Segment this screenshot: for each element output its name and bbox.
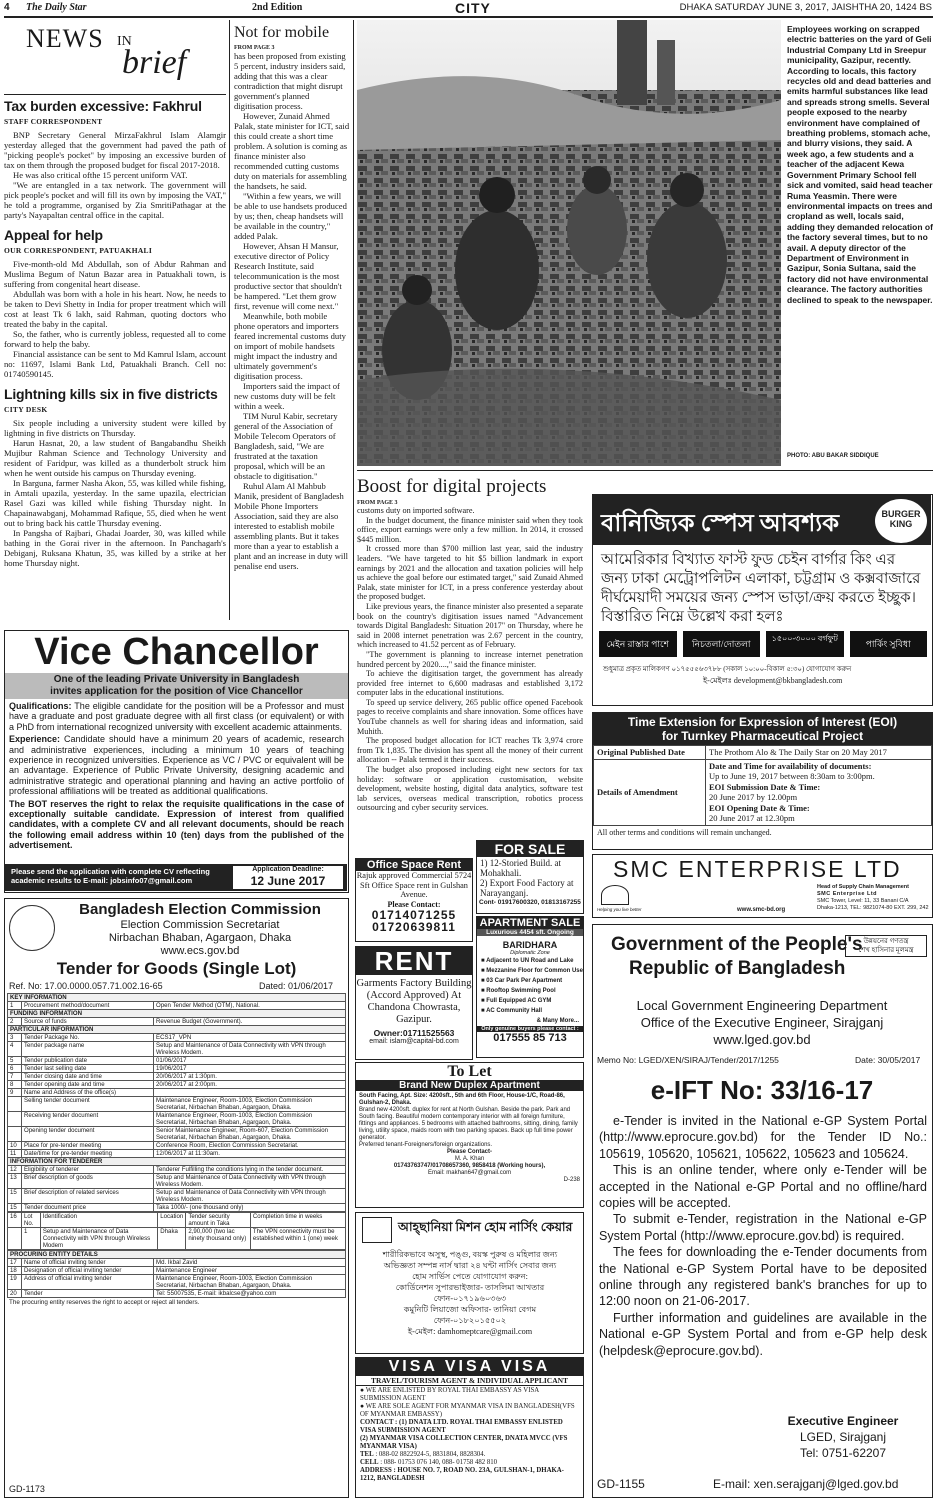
election-commission-tender: Bangladesh Election Commission Election Commission Secretariat Nirbachan Bhaban, Agargaon, Dhaka www.ecs.gov.bd Tender for Goods (Single Lot) Ref. No: 17.00.0000.057.71.002.16-65 Dated: 01/06/2017 KEY INFORMATION 1 Procurement method/document Open Tender Method (OTM), National. FUNDING INFORMATION 2 Source of funds Revenue Budget (Government). PARTICULAR INFORMATION 3 Tender Package No. ECS17_VPN 4 Tender package name Setup and Maintenance of Data Connectivity with VPN through Wireless Modem. 5 Tender publication date 01/06/2017 6 Tender last selling date 19/06/2017 7 Tender closing date and time 20/06/2017 at 1:30pm. 8 Tender opening date and time 20/06/2017 at 2:00pm. 9 Name and Address of the office(s) Selling tender document Maintenance Engineer, Room-1003, Election Commission Secretariat, Nirbachan Bhaban, Agargaon, Dhaka. Receiving tender document Maintenance Engineer, Room-1003, Election Commission Secretariat, Nirbachan Bhaban, Agargaon, Dhaka. Opening tender document Senior Maintenance Engineer, Room-607, Election Commission Secretariat, Nirbachan Bhaban, Agargaon, Dhaka. 10 Place for pre-tender meeting Conference Room, Election Commission Secretariat. 11 Date/time for pre-tender meeting 12/06/2017 at 11:30am. INFORMATION FOR TENDERER 12 Eligibility of tenderer Tenderer Fulfilling the conditions lying in the tender document. 13 Brief description of goods Setup and Maintenance of Data Connectivity with VPN through Wireless Modem. 15 Brief description of related services Setup and Maintenance of Data Connectivity with VPN through Wireless Modem. 15 Tender document price Taka 1000/- (one thousand only) 16 Lot No. Identification Location Tender security amount in Taka Completion time in weeks 1 Setup and Maintenance of Data Connectivity with VPN through Wireless Modem Dhaka 2,90,000 (two lac ninety thousand only) The VPN connectivity must be established within 1 (one) week PROCURING ENTITY DETAILS 17 Name of official inviting tender Md. Ikbal Zavid 18 Designation of official inviting tender Maintenance Engineer 19 Address of official inviting tender Maintenance Engineer, Room-1003, Election Commission Secretariat, Nirbachan Bhaban, Agargaon, Dhaka. 20 Tender Tel: 55007535, E-mail: ikbalcse@yahoo.com The procuring entity reserves the right to accept or reject all tenders. GD-1173: [4, 898, 349, 1498]
tender-title: Tender for Goods (Single Lot): [56, 959, 297, 978]
nursing-care-ad: আহ্ছানিয়া মিশন হোম নার্সিং কেয়ার শারীরিকভাবে অসুস্থ, পঙ্গু, বয়স্ক পুরুষ ও মহিলার জন্য অভিজ্ঞতা সম্পন্ন নার্স দ্বারা ২৪ ঘন্টা নার্সিং সেবার জন্য হোম সার্ভিস পেতে যোগাযোগ করুন: কোর্ডিনেশন সুপারভাইজার- তাসলিমা আখতার ফোন-০১৭১৯৬০৩৬৩ কমুনিটি লিয়াজো অফিসার- তানিয়া বেগম ফোন-০১৮২০১৫৫০২ ই-মেইল: damhomeptcare@gmail.com: [355, 1212, 584, 1354]
signatory: Executive Engineer LGED, Sirajganj Tel: 0751-62207: [787, 1414, 899, 1460]
table-row: 1 Procurement method/document Open Tender Method (OTM), National.: [8, 1002, 346, 1010]
govt-title: Government of the People's Republic of Bangladesh: [611, 934, 863, 979]
news-in-brief-column: [4, 22, 226, 622]
ad-contact: শুধুমাত্র প্রকৃত মালিকগণ ০১৭৫৫৫৬৩৭৮৮ (সকাল ১০:০০-বিকাল ৫:৩০) যোগাযোগ করুন: [603, 665, 852, 673]
byline: OUR CORRESPONDENT, PATUAKHALI: [4, 246, 153, 255]
ad-headline: বানিজ্যিক স্পেস আবশ্যক: [601, 511, 840, 537]
story-body: BNP Secretary General MirzaFakhrul Islam Alamgir yesterday alleged that the government had paved the path of "picking people's pocket" by imposing an excessive burden of tax on them through the proposed budget for fiscal 2017-2018. He was also critical ofthe 15 percent uniform VAT. "We are entangled in a tax network. The government will pick people's pocket and will fill its own by imposing the VAT," he told a programme, organised by Zia SmritiPathagar at the party's Nayapaltan central office in the capital.: [4, 130, 226, 220]
gd-code: GD-1155: [597, 1477, 645, 1491]
table-row: 5 Tender publication date 01/06/2017: [8, 1057, 346, 1065]
table-row: 16 Lot No. Identification Location Tender security amount in Taka Completion time in weeks: [8, 1213, 346, 1228]
ad-body: আমেরিকার বিখ্যাত ফাস্ট ফুড চেইন বার্গার কিং এর জন্য ঢাকা মেট্রোপলিটন এলাকা, চট্টগ্রাম ও কক্সবাজারে দীর্ঘমেয়াদী সময়ের জন্য স্পেস ভাড়া/ক্রয় করতে ইচ্ছুক। বিস্তারিত নিম্নে উল্লেখ করা হলঃ: [601, 552, 921, 625]
table-row: 4 Tender package name Setup and Maintenance of Data Connectivity with VPN through Wireless Modem.: [8, 1042, 346, 1057]
table-row: 3 Tender Package No. ECS17_VPN: [8, 1034, 346, 1042]
table-row: KEY INFORMATION: [8, 994, 346, 1002]
vc-subtitle: One of the leading Private University in Bangladesh invites application for the position of Vice Chancellor: [5, 673, 348, 699]
story-headline: Not for mobile: [234, 24, 330, 41]
photo-caption: Employees working on scrapped electric batteries on the yard of Geli Industrial Company Ltd in Sreepur municipality, Gazipur, recently. According to locals, this factory recycles old and dead batteries and emits harmful substances like lead and spreads strong smells. Several people exposed to the nearby environment have complained of breathing problems, stomach ache, and blurry visions, they said. A week ago, a few students and a teacher of the adjacent Kewa Government Primary School fell sick and vomited, said head teacher Ruma Yeasmin. There were environmental impacts on trees and cropland as well, locals said, adding they demanded relocation of the factory several times, but to no avail. A deputy director of the Department of Environment in Gazipur, Sonia Sultana, said the factory did not have environmental clearance. The factory authorities declined to speak to the newspaper.: [787, 24, 933, 305]
from-page: FROM PAGE 3: [234, 45, 275, 51]
story-headline: Tax burden excessive: Fakhrul: [4, 98, 202, 114]
vc-body: Qualifications: The eligible candidate for the position will be a Professor and must have a graduate and post graduate degree with all first class (or equivalent) or with a PhD from international recognized university with excellent academic attainments. Experience: Candidate should have a minimum 20 years of academic, research and administrative experiences, including a minimum 10 years of teaching experience in recognized universities. Experience as VC / PVC or equivalent will be an advantage. Experience of Public Private University, designing academic and administrative strategic and operational planning and having an active portfolio of professional affiliations will be treated as additional qualifications. The BOT reserves the right to relax the requisite qualifications in the case of exceptionally suitable candidate. Expression of interest from qualified candidates, with a complete CV and all relevant documents, should be reach the following email address within 10 (ten) days from the published of the advertisement.: [9, 701, 344, 851]
office-space-ad: Office Space Rent Rajuk approved Commercial 5724 Sft Office Space rent in Gulshan Avenue. Please Contact: 01714071255 01720639811: [355, 858, 473, 942]
table-row: 7 Tender closing date and time 20/06/2017 at 1:30pm.: [8, 1073, 346, 1081]
table-row: 15 Brief description of related services Setup and Maintenance of Data Connectivity with VPN through Wireless Modem.: [8, 1189, 346, 1204]
govt-slogan: উন্নয়নের গণতন্ত্র শেখ হাসিনার মূলমন্ত্র: [845, 935, 927, 957]
table-row: 17 Name of official inviting tender Md. Ikbal Zavid: [8, 1259, 346, 1267]
table-row: FUNDING INFORMATION: [8, 1010, 346, 1018]
story-body: customs duty on imported software. In the budget document, the finance minister said when they took office, export earnings were only a few million. In 2014, it crossed $445 million. It crossed more than $700 million last year, said the industry leaders. "We have targeted to hit $5 billion landmark in export earnings by 2021 and the allocation and taxation policies will help us achieve the goal before our estimated target," said Zunaid Ahmed Palak, state minister for ICT, in a press conference yesterday about the proposed budget. Like previous years, the finance minister also presented a separate book on the country's digitisation issues named "Advancement towards Digital Bangladesh: Situation 2017" on Thursday, where he said in 2008 internet penetration was 2.67 percent in the country, which increased to 41.52 percent as of February. "The government is planning to increase internet penetration hundred percent by 2020....," said the finance minister. To achieve the digitisation target, the government has already provided free internet to 6,600 madrasas and established 3,172 computer labs in the educational institutions. To speed up service delivery, 265 public office opened Facebook pages to receive complaints and share innovation. Some offices have YouTube channels as well for sharing ideas and information, said Muhith. The proposed budget allocation for ICT reaches Tk 3,974 crore from Tk 1,835. The division has spent all the money of their current allocation -- Palak termed it their success. The budget also proposed including eight new sectors for tax holiday: software or application customisation, website development, website hosting, digital data analytics, software test lab services, overseas medical transcription, robotics process outsourcing and cyber security services.: [357, 506, 583, 813]
vc-apply-info: Please send the application with complete CV reflecting academic results to E-mail: jobsinfo07@gmail.com: [11, 867, 210, 885]
table-row: 10 Place for pre-tender meeting Conference Room, Election Commission Secretariat.: [8, 1142, 346, 1150]
govt-body: e-Tender is invited in the National e-GP System Portal (http://www.eprocure.gov.bd) for the Tender ID No.: 105619, 105620, 105621, 105622, 105623 and 105624. This is an online tender, where only e-Tender will be accepted in the National e-GP Portal and no offline/hard copies will be accepted. To submit e-Tender, registration in the National e-GP System Portal (http://www.eprocure.gov.bd) is required. The fees for downloading the e-Tender documents from the National e-GP System Portal have to be deposited online through any registered bank's branches for up to 12:00 noon on 21-06-2017. Further information and guidelines are available in the National e-GP System Portal and from e-GP help desk (helpdesk@eprocure.gov.bd).: [599, 1114, 927, 1358]
section-name: CITY: [455, 0, 491, 16]
byline: CITY DESK: [4, 405, 48, 414]
news-in-brief-logo: NEWS IN brief: [26, 24, 187, 81]
smc-name: SMC ENTERPRISE LTD: [613, 856, 902, 882]
smc-logo: [601, 885, 629, 905]
nursing-logo-icon: [362, 1217, 392, 1243]
page-number: 4: [4, 2, 10, 13]
not-for-mobile-column: [234, 24, 350, 622]
ad-feature-chips: মেইন রাস্তার পাশে নিচতলা/দোতলা ১৫০০-৩০০০ বর্গফুট পার্কিং সুবিধা: [599, 631, 927, 657]
battery-yard-photo: [357, 20, 781, 466]
story-headline: Appeal for help: [4, 227, 103, 243]
byline: STAFF CORRESPONDENT: [4, 117, 103, 126]
boost-story: [357, 476, 583, 826]
table-row: 1 Setup and Maintenance of Data Connectivity with VPN through Wireless Modem Dhaka 2,90,000 (two lac ninety thousand only) The VPN connectivity must be established within 1 (one) week: [8, 1228, 346, 1250]
table-row: Receiving tender document Maintenance Engineer, Room-1003, Election Commission Secretariat, Nirbachan Bhaban, Agargaon, Dhaka.: [8, 1112, 346, 1127]
burger-king-logo: BURGER KING: [875, 499, 927, 543]
apartment-features: ■ Adjacent to UN Road and Lake ■ Mezzanine Floor for Common Use ■ 03 Car Park Per Apartment ■ Rooftop Swimming Pool ■ Full Equipped AC GYM ■ AC Community Hall & Many More...: [481, 958, 583, 1024]
table-row: 13 Brief description of goods Setup and Maintenance of Data Connectivity with VPN through Wireless Modem.: [8, 1174, 346, 1189]
date-line: DHAKA SATURDAY JUNE 3, 2017, JAISHTHA 20, 1424 BS: [679, 2, 932, 13]
masthead-rule: [4, 16, 933, 18]
for-sale-ad: FOR SALE 1) 12-Storied Build. at Mohakhali. 2) Export Food Factory at Narayanganj. Cont- 01917600320, 01813167255: [476, 840, 584, 914]
table-row: 20 Tender Tel: 55007535, E-mail: ikbalcse@yahoo.com: [8, 1290, 346, 1298]
smc-ad: SMC ENTERPRISE LTD Helping you live better Head of Supply Chain Management SMC Enterprise Ltd SMC Tower, Level: 11, 33 Banani C/A Dhaka-1213, TEL: 9821074-80 EXT. 299, 242 www.smc-bd.org: [592, 854, 933, 918]
table-row: 9 Name and Address of the office(s): [8, 1089, 346, 1097]
story-body: Five-month-old Md Abdullah, son of Abdur Rahman and Muslima Begum of Natun Bazar area in Patuakhali town, is suffering from congenital heart disease. Abdullah was born with a hole in his heart. Now, he needs to be taken to Devi Shetty in India for proper treatment which will cost at least Tk 6 lakh, said Rahman, quoting doctors who treated the baby in the capital. So, the father, who is currently jobless, requested all to come forward to help the baby. Financial assistance can be sent to Md Kamrul Islam, account no: 11697, Islami Bank Ltd, Patuakhali Branch. Cell no: 01740590145.: [4, 259, 226, 379]
masthead: [4, 2, 934, 16]
eoi-title: Time Extension for Expression of Interest (EOI) for Turnkey Pharmaceutical Project: [593, 713, 932, 745]
visa-ad: VISA VISA VISA TRAVEL/TOURISM AGENT & INDIVIDUAL APPLICANT ● WE ARE ENLISTED BY ROYAL THAI EMBASSY AS VISA SUBMISSION AGENT ● WE ARE SOLE AGENT FOR MYANMAR VISA IN BANGLADESH(VFS OF MYANMAR EMBASSY) CONTACT : (1) DNATA LTD. ROYAL THAI EMBASSY ENLISTED VISA SUBMISSION AGENT (2) MYANMAR VISA COLLECTION CENTER, DNATA MVCC (VFS MYANMAR VISA) TEL : 088-02 8822924-5, 8831804, 8828304. CELL : 088- 01753 076 140, 088- 01758 482 810 ADDRESS : HOUSE NO. 7, ROAD NO. 23A, GULSHAN-1, DHAKA-1212, BANGLADESH: [355, 1357, 584, 1498]
vice-chancellor-ad: Vice Chancellor One of the leading Private University in Bangladesh invites application for the position of Vice Chancellor Qualifications: The eligible candidate for the position will be a Professor and must have a graduate and post graduate degree with all first class (or equivalent) or with a PhD from international recognized university with excellent academic attainments. Experience: Candidate should have a minimum 20 years of academic, research and administrative experiences, including a minimum 10 years of teaching experience in recognized universities. Experience as VC / PVC or equivalent will be an advantage. Experience of Public Private University, designing academic and administrative strategic and operational planning and having an active portfolio of professional affiliations will be treated as additional qualifications. The BOT reserves the right to relax the requisite qualifications in the case of exceptionally suitable candidate. Expression of interest from qualified candidates, with a complete CV and all relevant documents, should be reach the following email address within 10 (ten) days from the published of the advertisement. Please send the application with complete CV reflecting academic results to E-mail: jobsinfo07@gmail.com Application Deadline: 12 June 2017: [4, 630, 349, 893]
table-row: 2 Source of funds Revenue Budget (Government).: [8, 1018, 346, 1026]
lged-tender-notice: Government of the People's Republic of Bangladesh উন্নয়নের গণতন্ত্র শেখ হাসিনার মূলমন্ত্র Local Government Engineering Department Office of the Executive Engineer, Sirajganj www.lged.gov.bd Memo No: LGED/XEN/SIRAJ/Tender/2017/1255 Date: 30/05/2017 e-IFT No: 33/16-17 e-Tender is invited in the National e-GP System Portal (http://www.eprocure.gov.bd) for the Tender ID No.: 105619, 105620, 105621, 105622, 105623 and 105624. This is an online tender, where only e-Tender will be accepted in the National e-GP Portal and no offline/hard copies will be accepted. To submit e-Tender, registration in the National e-GP System Portal (http://www.eprocure.gov.bd) is required. The fees for downloading the e-Tender documents from the National e-GP System Portal have to be deposited online through any registered bank's branches for up to 12:00 noon on 21-06-2017. Further information and guidelines are available in the National e-GP System Portal and from e-GP help desk (helpdesk@eprocure.gov.bd). Executive Engineer LGED, Sirajganj Tel: 0751-62207 GD-1155 E-mail: xen.serajganj@lged.gov.bd: [592, 924, 933, 1498]
burger-king-ad: [592, 494, 933, 706]
table-row: 6 Tender last selling date 19/06/2017: [8, 1065, 346, 1073]
vc-title: Vice Chancellor: [34, 631, 319, 673]
vc-deadline: 12 June 2017: [250, 874, 326, 888]
story-body: Six people including a university student were killed by lightning in five districts on Thursday. Harun Hasnat, 20, a law student of Bangabandhu Sheikh Mujibur Rahman Science and Technology University and resident of Faridpur, was killed as a thunderbolt struck him when he went outside his campus on Thursday evening. In Barguna, farmer Nasha Akon, 55, was killed while fishing, in Amtali upazila, yesterday. In the same upazila, electrician Rasel Gazi was killed while fishing Thursday night. In Chapainawabganj, Mohammad Rafique, 55, died when he went out to bring back his cattle Thursday evening. In Pangsha of Rajbari, Ghadai Joarder, 30, was killed while bathing in the Gorai river in the afternoon. In Panchagarh's Debiganj, Ruksana Khatun, 35, was killed by a strike at her home Thursday night.: [4, 418, 226, 568]
to-let-ad: To Let Brand New Duplex Apartment South Facing, Apt. Size: 4200sft., 5th and 6th Floor, House-1/C, Road-86, Gulshan-2, Dhaka. Brand new 4200sft. duplex for rent at North Gulshan. Beside the park. Park and South facing. Beautiful modern contemporary interior with all foreign furniture, fittings and appliances. 5 bedrooms with attached bathrooms, sitting, dining, family living, utility space, maids room with two parking spaces. Back up full time power generator. Preferred tenant-Foreigners/foreign organizations. Please Contact- M. A. Khan 01743763747/01708657360, 9858418 (Working hours), Email: makhan647@gmail.com D-238: [355, 1062, 584, 1208]
table-row: 8 Tender opening date and time 20/06/2017 at 2:00pm.: [8, 1081, 346, 1089]
story-body: has been proposed from existing 5 percent, industry insiders said, adding that this was a clear contradiction that might disrupt government's planned digitisation process. However, Zunaid Ahmed Palak, state minister for ICT, said this could create a short time problem. A solution is coming as finance minister also recommended cutting customs duty on materials for assembling the handsets, he said. "Within a few years, we will be able to use handsets produced by us; then, cheap handsets will be available in the country," added Palak. However, Ahsan H Mansur, executive director of Policy Research Institute, said telecommunication is the most productive sector that shouldn't be hampered. "Let them grow first, revenue will come next." Meanwhile, both mobile phone operators and importers feared incremental customs duty on import of mobile handsets might impact the industry and ultimately government's digitisation process. Importers said the impact of new customs duty will be felt within a week. TIM Nurul Kabir, secretary general of the Association of Mobile Telecom Operators of Bangladesh, said, "We are frustrated at the taxation proposal, which will be an obstacle to digitisation." Ruhul Alam Al Mahbub Manik, president of Bangladesh Mobile Phone Importers Association, said they are also interested to establish mobile assembling plants. But it takes more than a year to establish a plant and an increase in duty will penalise end users.: [234, 51, 350, 571]
rent-ad: RENT Garments Factory Building (Accord Approved) At Chandona Chowrasta, Gazipur. Owner:01711525563 email: islam@capital-bd.com: [355, 946, 473, 1060]
table-row: PROCURING ENTITY DETAILS: [8, 1251, 346, 1259]
from-page: FROM PAGE 3: [357, 500, 398, 506]
story-headline: Boost for digital projects: [357, 476, 547, 497]
table-row: INFORMATION FOR TENDERER: [8, 1158, 346, 1166]
eift-number: e-IFT No: 33/16-17: [650, 1075, 874, 1105]
table-row: Opening tender document Senior Maintenance Engineer, Room-607, Election Commission Secretariat, Nirbachan Bhaban, Agargaon, Dhaka.: [8, 1127, 346, 1142]
table-row: 18 Designation of official inviting tender Maintenance Engineer: [8, 1267, 346, 1275]
table-row: 12 Eligibility of tenderer Tenderer Fulfilling the conditions lying in the tender document.: [8, 1166, 346, 1174]
news-photo: [357, 20, 781, 466]
edition: 2nd Edition: [252, 2, 303, 13]
story-headline: Lightning kills six in five districts: [4, 386, 218, 402]
eoi-notice: Time Extension for Expression of Interest (EOI) for Turnkey Pharmaceutical Project Original Published Date The Prothom Alo & The Daily Star on 20 May 2017 Details of Amendment Date and Time for availability of documents: Up to June 19, 2017 between 8:30am to 3:00pm. EOI Submission Date & Time: 20 June 2017 by 12.00pm EOI Opening Date & Time: 20 June 2017 at 12.30pm All other terms and conditions will remain unchanged.: [592, 712, 933, 850]
table-row: Selling tender document Maintenance Engineer, Room-1003, Election Commission Secretariat, Nirbachan Bhaban, Agargaon, Dhaka.: [8, 1097, 346, 1112]
photo-credit: PHOTO: ABU BAKAR SIDDIQUE: [787, 453, 879, 459]
tender-table: KEY INFORMATION 1 Procurement method/document Open Tender Method (OTM), National. FUNDING INFORMATION 2 Source of funds Revenue Budget (Government). PARTICULAR INFORMATION 3 Tender Package No. ECS17_VPN 4 Tender package name Setup and Maintenance of Data Connectivity with VPN through Wireless Modem. 5 Tender publication date 01/06/2017 6 Tender last selling date 19/06/2017 7 Tender closing date and time 20/06/2017 at 1:30pm. 8 Tender opening date and time 20/06/2017 at 2:00pm. 9 Name and Address of the office(s) Selling tender document Maintenance Engineer, Room-1003, Election Commission Secretariat, Nirbachan Bhaban, Agargaon, Dhaka. Receiving tender document Maintenance Engineer, Room-1003, Election Commission Secretariat, Nirbachan Bhaban, Agargaon, Dhaka. Opening tender document Senior Maintenance Engineer, Room-607, Election Commission Secretariat, Nirbachan Bhaban, Agargaon, Dhaka. 10 Place for pre-tender meeting Conference Room, Election Commission Secretariat. 11 Date/time for pre-tender meeting 12/06/2017 at 11:30am. INFORMATION FOR TENDERER 12 Eligibility of tenderer Tenderer Fulfilling the conditions lying in the tender document. 13 Brief description of goods Setup and Maintenance of Data Connectivity with VPN through Wireless Modem. 15 Brief description of related services Setup and Maintenance of Data Connectivity with VPN through Wireless Modem. 15 Tender document price Taka 1000/- (one thousand only) 16 Lot No. Identification Location Tender security amount in Taka Completion time in weeks 1 Setup and Maintenance of Data Connectivity with VPN through Wireless Modem Dhaka 2,90,000 (two lac ninety thousand only) The VPN connectivity must be established within 1 (one) week PROCURING ENTITY DETAILS 17 Name of official inviting tender Md. Ikbal Zavid 18 Designation of official inviting tender Maintenance Engineer 19 Address of official inviting tender Maintenance Engineer, Room-1003, Election Commission Secretariat, Nirbachan Bhaban, Agargaon, Dhaka. 20 Tender Tel: 55007535, E-mail: ikbalcse@yahoo.com The procuring entity reserves the right to accept or reject all tenders.: [7, 993, 346, 1307]
ad-email: ই-মেইলঃ development@bkbangladesh.com: [703, 676, 843, 685]
table-row: 11 Date/time for pre-tender meeting 12/06/2017 at 11:30am.: [8, 1150, 346, 1158]
table-row: 19 Address of official inviting tender Maintenance Engineer, Room-1003, Election Commission Secretariat, Nirbachan Bhaban, Agargaon, Dhaka.: [8, 1275, 346, 1290]
table-row: PARTICULAR INFORMATION: [8, 1026, 346, 1034]
table-row: 15 Tender document price Taka 1000/- (one thousand only): [8, 1204, 346, 1212]
paper-name: The Daily Star: [26, 2, 87, 13]
gd-code: GD-1173: [9, 1484, 45, 1494]
eoi-footnote: All other terms and conditions will remain unchanged.: [597, 827, 772, 837]
ec-emblem-icon: [9, 905, 55, 951]
apartment-sale-ad: APARTMENT SALE Luxurious 4454 sft. Ongoing BARIDHARA Diplomatic Zone ■ Adjacent to UN Road and Lake ■ Mezzanine Floor for Common Use ■ 03 Car Park Per Apartment ■ Rooftop Swimming Pool ■ Full Equipped AC GYM ■ AC Community Hall & Many More... Only genuine buyers please contact : 017555 85 713: [476, 916, 584, 1058]
